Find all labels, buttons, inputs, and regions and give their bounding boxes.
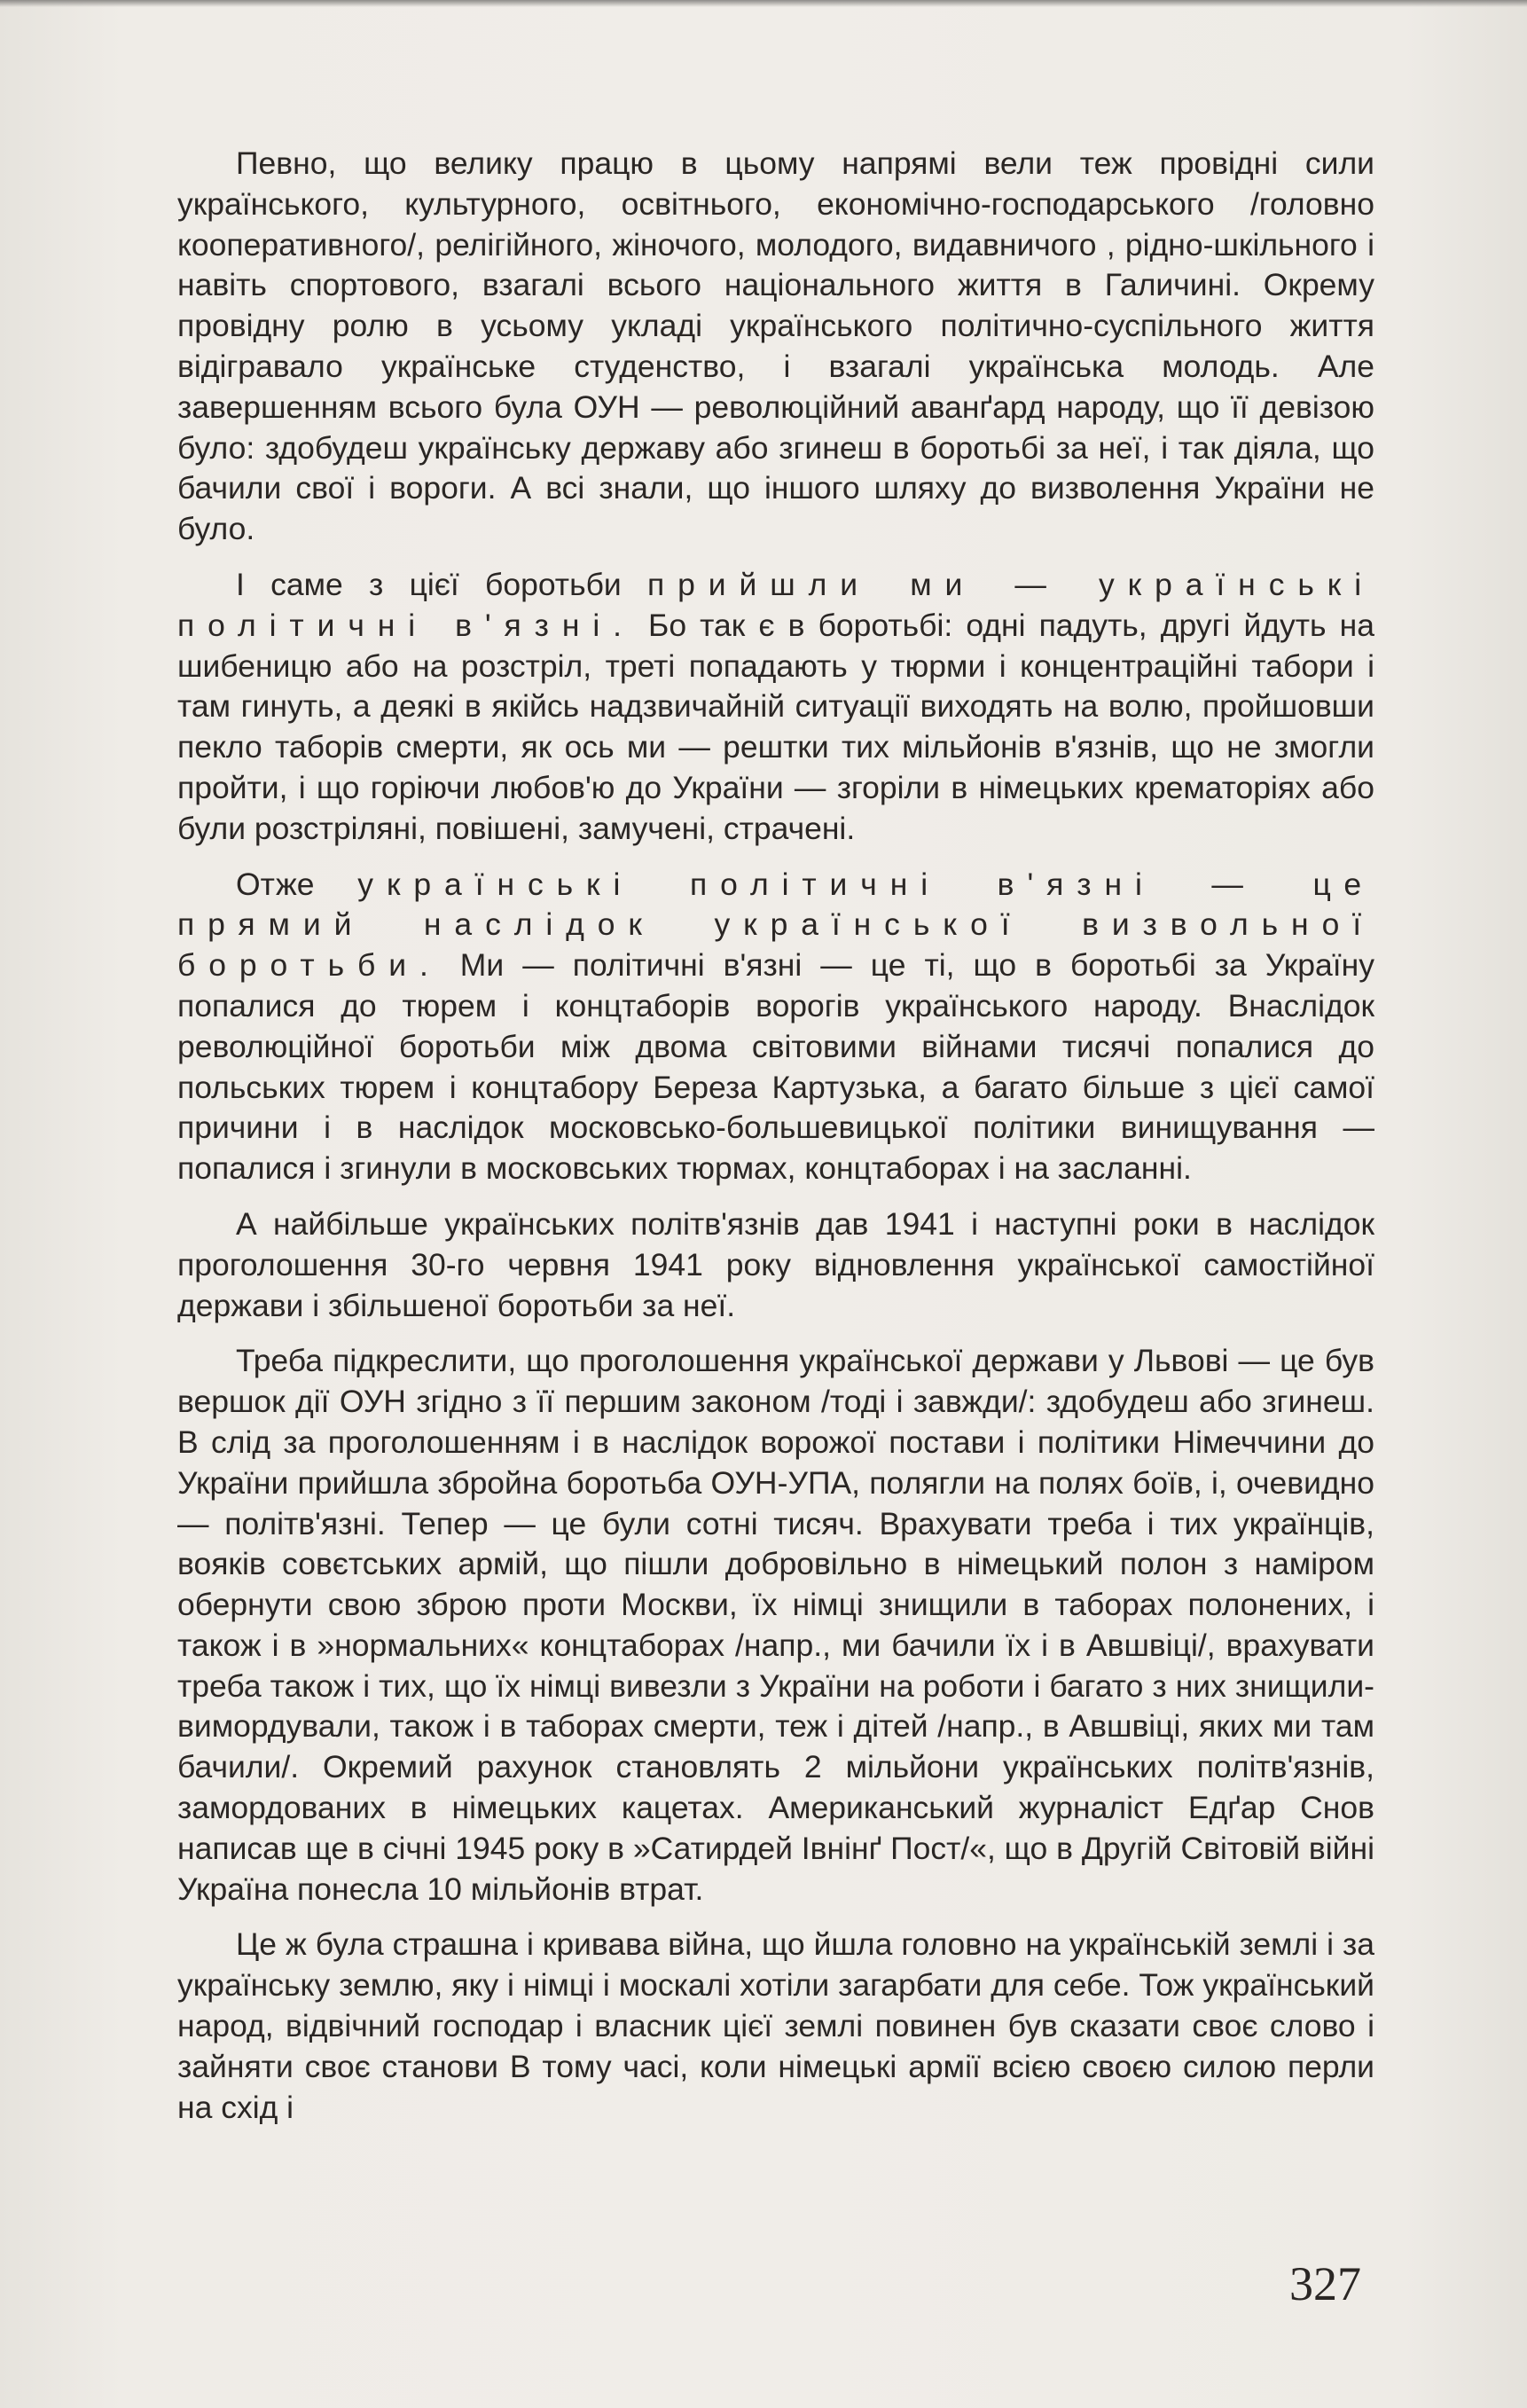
paragraph-6: Це ж була страшна і кривава війна, що йшла головно на українській землі і за українську землю, яку і німці і москалі хотіли загарбати для себе. Тож український народ, відвічний господар і власник цієї землі повинен був сказати своє слово і зайняти своє станови В тому часі, коли німецькі армії всією своєю силою перли на схід і: [177, 1926, 1374, 2125]
page-top-edge: [0, 0, 1527, 7]
paragraph-2-lead: І саме з цієї боротьби: [236, 566, 647, 602]
paragraph-5: Треба підкреслити, що проголошення української держави у Львові — це був вершок дії ОУН згідно з її першим законом /тоді і завжди/: здобудеш або згинеш. В слід за проголошенням і в наслідок ворожої постави і політики Німеччини до України прийшла збройна боротьба ОУН-УПА, полягли на полях боїв, і, очевидно — політв'язні. Тепер — це були сотні тисяч. Врахувати треба і тих українців, вояків совєтських армій, що пішли добровільно в німецький полон з наміром обернути свою зброю проти Москви, їх німці знищили в таборах полонених, і також і в »нормальних« концтаборах /напр., ми бачили їх і в Авшвіці/, врахувати треба також і тих, що їх німці вивезли з України на роботи і багато з них знищили-вимордували, також і в таборах смерти, теж і дітей /напр., в Авшвіці, яких ми там бачили/. Окремий рахунок становлять 2 мільйони українських політв'язнів, замордованих в німецьких кацетах. Американський журналіст Едґар Снов написав ще в січні 1945 року в »Сатирдей Івнінґ Пост/«, що в Другій Світовій війні Україна понесла 10 мільйонів втрат.: [177, 1343, 1374, 1907]
page-number: 327: [1289, 2257, 1361, 2310]
paragraph-2-emphasis: прийшли ми — українські політичні в'язні.: [177, 566, 1375, 643]
paragraph-3-lead: Отже: [236, 866, 358, 902]
paragraph-3-rest: Ми — політичні в'язні — це ті, що в боротьбі за Україну попалися до тюрем і концтаборів ворогів українського народу. Внаслідок революційної боротьби між двома світовими війнами тисячі попалися до польських тюрем і концтабору Береза Картузька, а багато більше з цієї самої причини і в наслідок московсько-большевицької політики винищування — попалися і згинули в московських тюрмах, концтаборах і на засланні.: [177, 947, 1374, 1187]
paragraph-3-emphasis: українські політичні в'язні — це прямий наслідок української визвольної боротьби.: [177, 866, 1374, 984]
paragraph-2-rest: Бо так є в боротьбі: одні падуть, другі йдуть на шибеницю або на розстріл, треті попадають у тюрми і концентраційні табори і там гинуть, а деякі в якійсь надзвичайній ситуації виходять на волю, пройшовши пекло таборів смерти, як ось ми — рештки тих мільйонів в'язнів, що не змогли пройти, і що горіючи любов'ю до України — згоріли в німецьких крематоріях або були розстріляні, повішені, замучені, страчені.: [177, 607, 1374, 846]
paragraph-3: [177, 865, 1374, 1189]
body-text: [177, 144, 1374, 2143]
paragraph-1: Певно, що велику працю в цьому напрямі вели теж провідні сили українського, культурного, освітнього, економічно-господарського /головно кооперативного/, релігійного, жіночого, молодого, видавничого , рідно-шкільного і навіть спортового, взагалі всього національного життя в Галичині. Окрему провідну ролю в усьому укладі українського політично-суспільного життя відігравало українське студенство, і взагалі українська молодь. Але завершенням всього була ОУН — революційний аванґард народу, що її девізою було: здобудеш українську державу або згинеш в боротьбі за неї, і так діяла, що бачили свої і вороги. А всі знали, що іншого шляху до визволення України не було.: [177, 145, 1374, 547]
paragraph-4: А найбільше українських політв'язнів дав 1941 і наступні роки в наслідок проголошення 30-го червня 1941 року відновлення української самостійної держави і збільшеної боротьби за неї.: [177, 1205, 1374, 1323]
paragraph-2: [177, 565, 1374, 850]
